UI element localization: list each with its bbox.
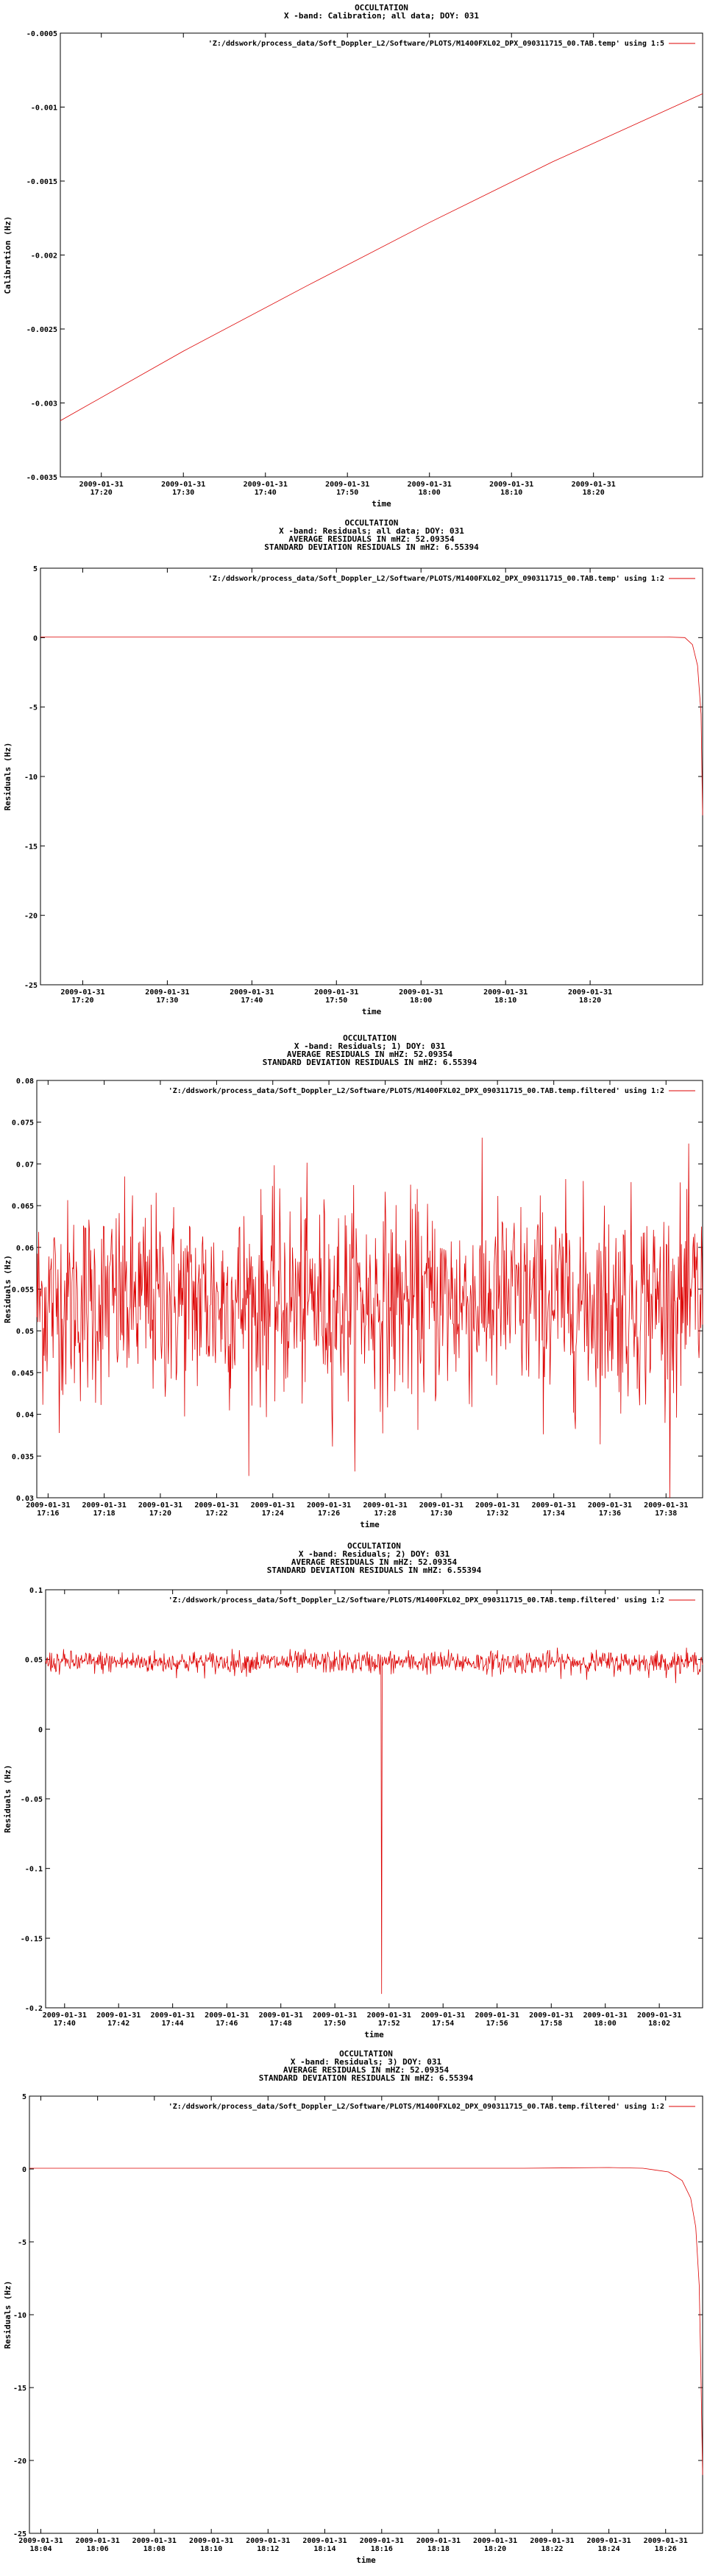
x-tick-label-time: 18:10 bbox=[500, 489, 523, 497]
y-tick-label: -0.0035 bbox=[26, 474, 57, 482]
x-tick-label-date: 2009-01-31 bbox=[313, 2011, 358, 2020]
chart-title-line: AVERAGE RESIDUALS IN mHZ: 52.09354 bbox=[283, 2065, 450, 2075]
chart-title-line: X -band: Residuals; 2) DOY: 031 bbox=[298, 1549, 450, 1559]
y-tick-label: 0.1 bbox=[29, 1587, 43, 1595]
y-tick-label: 0.035 bbox=[11, 1453, 34, 1462]
series-line bbox=[60, 93, 703, 420]
chart-title-line: AVERAGE RESIDUALS IN mHZ: 52.09354 bbox=[286, 1050, 453, 1059]
y-tick-label: -5 bbox=[17, 2239, 26, 2247]
x-tick-label-date: 2009-01-31 bbox=[587, 1501, 633, 1510]
y-tick-label: -15 bbox=[13, 2385, 26, 2393]
x-tick-label-date: 2009-01-31 bbox=[475, 2011, 519, 2020]
x-tick-label-time: 18:24 bbox=[597, 2545, 620, 2553]
x-tick-label-date: 2009-01-31 bbox=[79, 481, 124, 489]
legend-label: 'Z:/ddswork/process_data/Soft_Doppler_L2/Software/PLOTS/M1400FXL02_DPX_090311715_00.TAB.temp.filtered' using 1:2 bbox=[168, 2103, 664, 2111]
series-line bbox=[40, 637, 703, 815]
x-tick-label-date: 2009-01-31 bbox=[586, 2537, 631, 2545]
x-tick-label-time: 17:52 bbox=[377, 2020, 400, 2028]
chart-title-line: OCCULTATION bbox=[343, 1033, 397, 1043]
y-tick-label: 0.075 bbox=[11, 1119, 34, 1128]
y-tick-label: -5 bbox=[28, 704, 38, 712]
y-axis-label: Residuals (Hz) bbox=[3, 2280, 13, 2349]
x-tick-label-time: 17:56 bbox=[486, 2020, 508, 2028]
x-tick-label-date: 2009-01-31 bbox=[643, 2537, 688, 2545]
x-tick-label-time: 17:22 bbox=[205, 1510, 228, 1518]
chart-title-line: AVERAGE RESIDUALS IN mHZ: 52.09354 bbox=[291, 1557, 458, 1567]
chart-title-line: OCCULTATION bbox=[347, 1541, 401, 1551]
chart-panel-2 bbox=[3, 518, 703, 1016]
y-tick-label: 0 bbox=[32, 634, 38, 643]
x-tick-label-time: 18:20 bbox=[484, 2545, 507, 2553]
chart-title-line: OCCULTATION bbox=[344, 518, 399, 528]
x-tick-label-date: 2009-01-31 bbox=[489, 481, 534, 489]
x-tick-label-time: 18:18 bbox=[427, 2545, 450, 2553]
x-tick-label-date: 2009-01-31 bbox=[363, 1501, 408, 1510]
x-tick-label-time: 17:40 bbox=[241, 997, 263, 1005]
x-tick-label-time: 17:20 bbox=[149, 1510, 171, 1518]
x-tick-label-time: 17:36 bbox=[598, 1510, 622, 1518]
x-tick-label-date: 2009-01-31 bbox=[132, 2537, 177, 2545]
y-tick-label: 0.055 bbox=[11, 1286, 34, 1295]
x-tick-label-date: 2009-01-31 bbox=[306, 1501, 352, 1510]
chart-title-line: AVERAGE RESIDUALS IN mHZ: 52.09354 bbox=[288, 534, 455, 544]
x-tick-label-time: 18:08 bbox=[143, 2545, 166, 2553]
y-axis-label: Residuals (Hz) bbox=[3, 1255, 13, 1323]
x-tick-label-time: 18:06 bbox=[86, 2545, 109, 2553]
y-tick-label: 0.04 bbox=[15, 1411, 34, 1420]
y-tick-label: 0.05 bbox=[24, 1656, 43, 1665]
y-tick-label: 0 bbox=[21, 2166, 26, 2174]
y-tick-label: 0.045 bbox=[11, 1369, 34, 1378]
y-tick-label: 0.05 bbox=[15, 1328, 34, 1337]
x-tick-label-time: 17:30 bbox=[172, 489, 195, 497]
x-tick-label-date: 2009-01-31 bbox=[205, 2011, 249, 2020]
x-axis-label: time bbox=[360, 1520, 380, 1529]
x-tick-label-time: 18:00 bbox=[410, 997, 433, 1005]
x-tick-label-time: 17:30 bbox=[156, 997, 179, 1005]
x-axis-label: time bbox=[364, 2030, 384, 2039]
legend-label: 'Z:/ddswork/process_data/Soft_Doppler_L2/Software/PLOTS/M1400FXL02_DPX_090311715_00.TAB.temp' using 1:2 bbox=[207, 575, 664, 583]
y-tick-label: 0.06 bbox=[15, 1244, 34, 1253]
x-tick-label-date: 2009-01-31 bbox=[194, 1501, 239, 1510]
x-tick-label-date: 2009-01-31 bbox=[258, 2011, 303, 2020]
x-tick-label-time: 18:00 bbox=[594, 2020, 617, 2028]
x-tick-label-time: 18:02 bbox=[648, 2020, 671, 2028]
x-tick-label-time: 17:40 bbox=[254, 489, 277, 497]
x-tick-label-date: 2009-01-31 bbox=[250, 1501, 295, 1510]
chart-panel-5 bbox=[3, 2049, 703, 2565]
y-tick-label: 0 bbox=[38, 1726, 43, 1735]
x-tick-label-date: 2009-01-31 bbox=[407, 481, 452, 489]
y-tick-label: -0.05 bbox=[20, 1796, 43, 1804]
x-tick-label-time: 18:14 bbox=[313, 2545, 336, 2553]
y-tick-label: -0.15 bbox=[20, 1935, 43, 1944]
y-axis-label: Residuals (Hz) bbox=[3, 742, 13, 811]
plot-frame bbox=[60, 33, 703, 477]
x-tick-label-date: 2009-01-31 bbox=[243, 481, 288, 489]
chart-title-line: OCCULTATION bbox=[355, 3, 408, 13]
x-tick-label-date: 2009-01-31 bbox=[416, 2537, 461, 2545]
series-line bbox=[29, 2168, 703, 2475]
chart-title-line: X -band: Residuals; 1) DOY: 031 bbox=[294, 1041, 446, 1051]
x-tick-label-date: 2009-01-31 bbox=[472, 2537, 518, 2545]
x-tick-label-date: 2009-01-31 bbox=[145, 988, 190, 997]
x-tick-label-date: 2009-01-31 bbox=[161, 481, 206, 489]
y-tick-label: 0.065 bbox=[11, 1203, 34, 1211]
x-tick-label-date: 2009-01-31 bbox=[644, 1501, 689, 1510]
chart-title-line: STANDARD DEVIATION RESIDUALS IN mHZ: 6.55394 bbox=[264, 542, 479, 552]
x-tick-label-time: 18:22 bbox=[541, 2545, 564, 2553]
x-tick-label-date: 2009-01-31 bbox=[530, 2537, 575, 2545]
y-tick-label: -25 bbox=[24, 982, 38, 990]
x-tick-label-time: 17:50 bbox=[336, 489, 359, 497]
y-tick-label: 5 bbox=[21, 2093, 26, 2101]
plot-frame bbox=[37, 1080, 703, 1498]
series-line bbox=[46, 1648, 703, 1995]
x-tick-label-date: 2009-01-31 bbox=[150, 2011, 195, 2020]
y-tick-label: 0.07 bbox=[15, 1161, 34, 1170]
x-tick-label-date: 2009-01-31 bbox=[571, 481, 616, 489]
x-tick-label-date: 2009-01-31 bbox=[26, 1501, 71, 1510]
x-tick-label-date: 2009-01-31 bbox=[96, 2011, 141, 2020]
x-tick-label-time: 18:16 bbox=[370, 2545, 393, 2553]
y-tick-label: -0.0025 bbox=[26, 326, 57, 334]
x-tick-label-date: 2009-01-31 bbox=[138, 1501, 183, 1510]
x-tick-label-date: 2009-01-31 bbox=[60, 988, 105, 997]
plot-frame bbox=[29, 2096, 703, 2533]
x-tick-label-time: 18:12 bbox=[257, 2545, 280, 2553]
x-tick-label-date: 2009-01-31 bbox=[82, 1501, 127, 1510]
x-tick-label-time: 17:18 bbox=[93, 1510, 116, 1518]
x-tick-label-time: 17:34 bbox=[542, 1510, 565, 1518]
x-tick-label-time: 17:20 bbox=[90, 489, 113, 497]
chart-title-line: STANDARD DEVIATION RESIDUALS IN mHZ: 6.55394 bbox=[262, 1058, 477, 1067]
x-tick-label-time: 17:44 bbox=[161, 2020, 184, 2028]
x-tick-label-date: 2009-01-31 bbox=[359, 2537, 404, 2545]
legend-label: 'Z:/ddswork/process_data/Soft_Doppler_L2/Software/PLOTS/M1400FXL02_DPX_090311715_00.TAB.temp.filtered' using 1:2 bbox=[168, 1087, 664, 1095]
x-tick-label-time: 18:04 bbox=[29, 2545, 52, 2553]
x-tick-label-date: 2009-01-31 bbox=[637, 2011, 682, 2020]
x-tick-label-time: 17:28 bbox=[374, 1510, 397, 1518]
x-tick-label-date: 2009-01-31 bbox=[302, 2537, 347, 2545]
x-tick-label-date: 2009-01-31 bbox=[531, 1501, 576, 1510]
chart-title-line: X -band: Residuals; all data; DOY: 031 bbox=[279, 526, 464, 536]
y-tick-label: -0.003 bbox=[30, 400, 57, 408]
chart-title-line: X -band: Calibration; all data; DOY: 031 bbox=[284, 11, 479, 21]
x-tick-label-time: 17:24 bbox=[261, 1510, 284, 1518]
x-tick-label-date: 2009-01-31 bbox=[325, 481, 370, 489]
x-tick-label-date: 2009-01-31 bbox=[529, 2011, 574, 2020]
x-tick-label-time: 17:48 bbox=[269, 2020, 292, 2028]
x-tick-label-time: 17:26 bbox=[317, 1510, 341, 1518]
x-tick-label-time: 17:54 bbox=[432, 2020, 455, 2028]
x-tick-label-date: 2009-01-31 bbox=[75, 2537, 120, 2545]
series-line bbox=[37, 1138, 703, 1498]
y-tick-label: -20 bbox=[13, 2458, 26, 2466]
x-tick-label-date: 2009-01-31 bbox=[483, 988, 528, 997]
x-tick-label-time: 17:50 bbox=[325, 997, 348, 1005]
chart-panel-4 bbox=[3, 1541, 703, 2039]
x-tick-label-time: 17:40 bbox=[53, 2020, 76, 2028]
x-tick-label-date: 2009-01-31 bbox=[399, 988, 444, 997]
x-tick-label-time: 18:00 bbox=[418, 489, 441, 497]
y-tick-label: -25 bbox=[13, 2530, 26, 2538]
chart-title-line: OCCULTATION bbox=[339, 2049, 393, 2059]
y-tick-label: -10 bbox=[13, 2312, 26, 2320]
x-tick-label-date: 2009-01-31 bbox=[419, 1501, 464, 1510]
chart-title-line: STANDARD DEVIATION RESIDUALS IN mHZ: 6.55394 bbox=[266, 1565, 482, 1575]
x-tick-label-date: 2009-01-31 bbox=[475, 1501, 520, 1510]
y-tick-label: 0.03 bbox=[15, 1495, 34, 1503]
x-tick-label-time: 17:16 bbox=[37, 1510, 60, 1518]
x-tick-label-date: 2009-01-31 bbox=[18, 2537, 63, 2545]
plot-frame bbox=[46, 1590, 703, 2008]
y-axis-label: Residuals (Hz) bbox=[3, 1764, 13, 1833]
x-axis-label: time bbox=[361, 1007, 382, 1016]
y-tick-label: 5 bbox=[32, 565, 38, 573]
plot-frame bbox=[40, 568, 703, 985]
x-tick-label-date: 2009-01-31 bbox=[230, 988, 274, 997]
y-tick-label: -0.0015 bbox=[26, 178, 57, 186]
x-tick-label-time: 17:38 bbox=[655, 1510, 678, 1518]
y-tick-label: -0.1 bbox=[24, 1865, 43, 1874]
x-tick-label-date: 2009-01-31 bbox=[421, 2011, 466, 2020]
x-tick-label-date: 2009-01-31 bbox=[189, 2537, 234, 2545]
y-tick-label: -20 bbox=[24, 912, 38, 921]
x-tick-label-time: 18:26 bbox=[654, 2545, 677, 2553]
x-tick-label-time: 18:10 bbox=[494, 997, 517, 1005]
y-axis-label: Calibration (Hz) bbox=[3, 216, 13, 294]
x-tick-label-date: 2009-01-31 bbox=[583, 2011, 628, 2020]
y-tick-label: -10 bbox=[24, 774, 38, 782]
x-tick-label-time: 17:42 bbox=[107, 2020, 130, 2028]
legend-label: 'Z:/ddswork/process_data/Soft_Doppler_L2/Software/PLOTS/M1400FXL02_DPX_090311715_00.TAB.temp.filtered' using 1:2 bbox=[168, 1596, 664, 1604]
chart-title-line: X -band: Residuals; 3) DOY: 031 bbox=[290, 2057, 442, 2067]
y-tick-label: 0.08 bbox=[15, 1078, 34, 1086]
chart-title-line: STANDARD DEVIATION RESIDUALS IN mHZ: 6.55394 bbox=[258, 2073, 474, 2083]
chart-panel-1 bbox=[3, 3, 703, 509]
x-tick-label-time: 17:30 bbox=[430, 1510, 452, 1518]
x-tick-label-time: 17:20 bbox=[71, 997, 94, 1005]
y-tick-label: -0.001 bbox=[30, 104, 57, 113]
x-tick-label-time: 17:46 bbox=[216, 2020, 238, 2028]
legend-label: 'Z:/ddswork/process_data/Soft_Doppler_L2/Software/PLOTS/M1400FXL02_DPX_090311715_00.TAB.temp' using 1:5 bbox=[207, 40, 664, 48]
x-tick-label-date: 2009-01-31 bbox=[567, 988, 613, 997]
y-tick-label: -0.0005 bbox=[26, 30, 57, 38]
x-axis-label: time bbox=[356, 2555, 376, 2565]
x-tick-label-time: 18:20 bbox=[582, 489, 605, 497]
y-tick-label: -15 bbox=[24, 843, 38, 852]
y-tick-label: -0.2 bbox=[24, 2005, 43, 2013]
x-tick-label-date: 2009-01-31 bbox=[314, 988, 359, 997]
y-tick-label: -0.002 bbox=[30, 252, 57, 261]
x-tick-label-date: 2009-01-31 bbox=[366, 2011, 411, 2020]
x-axis-label: time bbox=[372, 499, 391, 509]
x-tick-label-time: 17:58 bbox=[540, 2020, 563, 2028]
x-tick-label-time: 18:20 bbox=[579, 997, 602, 1005]
x-tick-label-date: 2009-01-31 bbox=[246, 2537, 291, 2545]
x-tick-label-time: 17:32 bbox=[486, 1510, 509, 1518]
x-tick-label-time: 17:50 bbox=[324, 2020, 347, 2028]
chart-panel-3 bbox=[3, 1033, 703, 1529]
x-tick-label-date: 2009-01-31 bbox=[42, 2011, 87, 2020]
x-tick-label-time: 18:10 bbox=[200, 2545, 223, 2553]
